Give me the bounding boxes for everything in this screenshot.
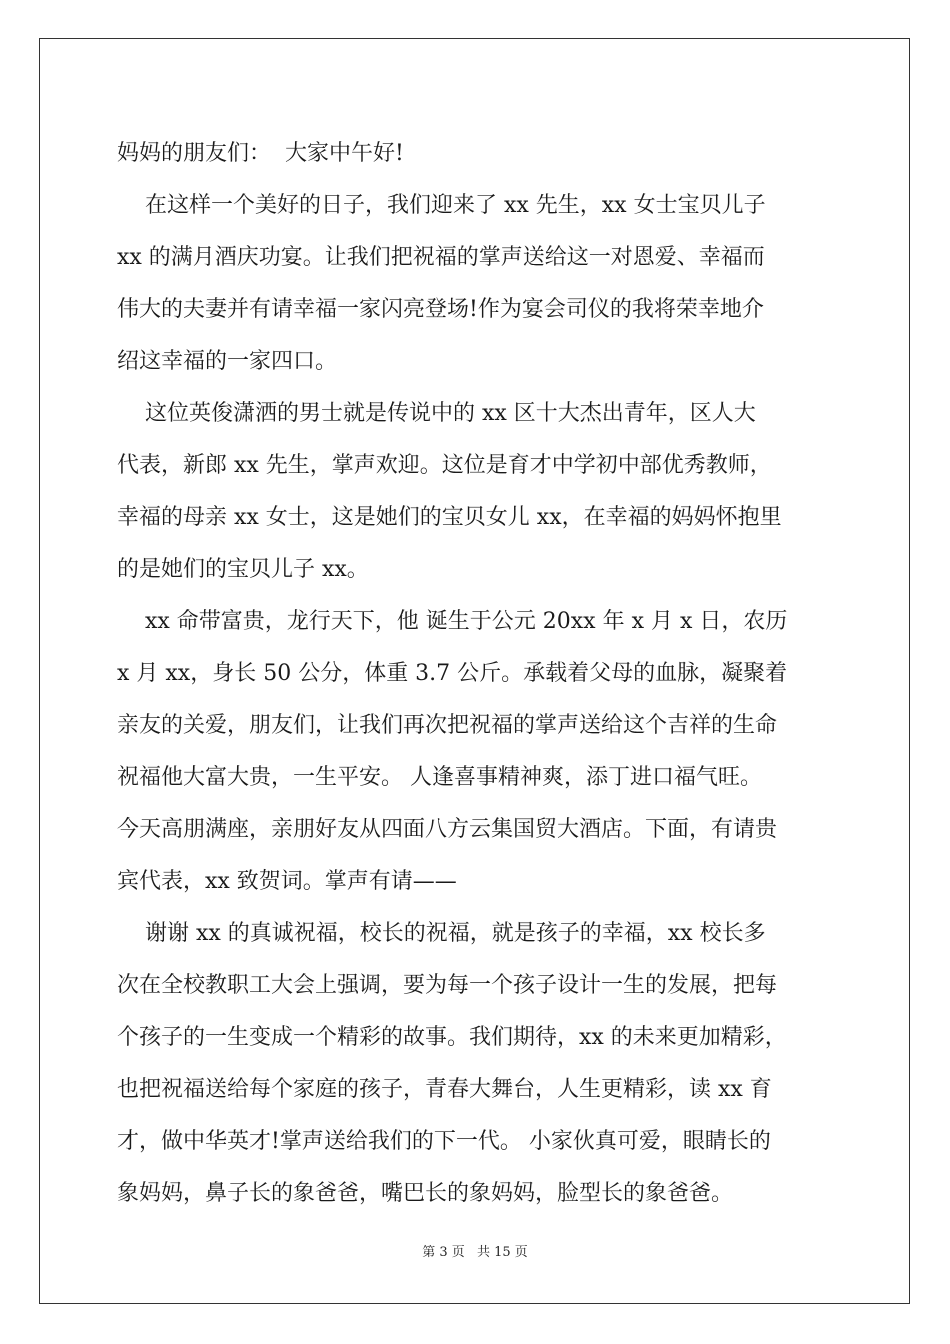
page-total: 共 15 页 bbox=[476, 1245, 528, 1260]
text-line: 次在全校教职工大会上强调，要为每一个孩子设计一生的发展，把每 bbox=[117, 973, 778, 998]
text-line: 伟大的夫妻并有请幸福一家闪亮登场!作为宴会司仪的我将荣幸地介 bbox=[117, 297, 764, 322]
text-line: 在这样一个美好的日子，我们迎来了 xx 先生，xx 女士宝贝儿子 bbox=[117, 193, 766, 218]
text-line: xx 的满月酒庆功宴。让我们把祝福的掌声送给这一对恩爱、幸福而 bbox=[117, 245, 765, 270]
text-line: 也把祝福送给每个家庭的孩子，青春大舞台，人生更精彩，读 xx 育 bbox=[117, 1077, 772, 1102]
text-line: 个孩子的一生变成一个精彩的故事。我们期待，xx 的未来更加精彩， bbox=[117, 1025, 787, 1050]
text-line: 象妈妈，鼻子长的象爸爸，嘴巴长的象妈妈，脸型长的象爸爸。 bbox=[117, 1181, 734, 1206]
text-line: 亲友的关爱，朋友们，让我们再次把祝福的掌声送给这个吉祥的生命 bbox=[117, 713, 778, 738]
text-line: 谢谢 xx 的真诚祝福，校长的祝福，就是孩子的幸福，xx 校长多 bbox=[117, 921, 766, 946]
text-line: xx 命带富贵，龙行天下，他 诞生于公元 20xx 年 x 月 x 日，农历 bbox=[117, 609, 788, 634]
text-line: x 月 xx，身长 50 公分，体重 3.7 公斤。承载着父母的血脉，凝聚着 bbox=[117, 661, 788, 686]
text-line: 幸福的母亲 xx 女士，这是她们的宝贝女儿 xx，在幸福的妈妈怀抱里 bbox=[117, 505, 782, 530]
text-line: 这位英俊潇洒的男士就是传说中的 xx 区十大杰出青年，区人大 bbox=[117, 401, 756, 426]
text-line: 祝福他大富大贵，一生平安。 人逢喜事精神爽，添丁进口福气旺。 bbox=[117, 765, 762, 790]
page-number: 第 3 页 bbox=[422, 1245, 465, 1260]
text-block bbox=[117, 128, 837, 1220]
document-body bbox=[117, 128, 837, 1220]
text-line: 的是她们的宝贝儿子 xx。 bbox=[117, 557, 369, 582]
text-line: 妈妈的朋友们： 大家中午好! bbox=[117, 141, 404, 166]
page-footer bbox=[0, 1241, 950, 1260]
text-line: 代表，新郎 xx 先生，掌声欢迎。这位是育才中学初中部优秀教师， bbox=[117, 453, 772, 478]
text-line: 今天高朋满座，亲朋好友从四面八方云集国贸大酒店。下面，有请贵 bbox=[117, 817, 778, 842]
text-line: 才，做中华英才!掌声送给我们的下一代。 小家伙真可爱，眼睛长的 bbox=[117, 1129, 771, 1154]
text-line: 绍这幸福的一家四口。 bbox=[117, 349, 338, 374]
text-line: 宾代表，xx 致贺词。掌声有请—— bbox=[117, 869, 457, 894]
